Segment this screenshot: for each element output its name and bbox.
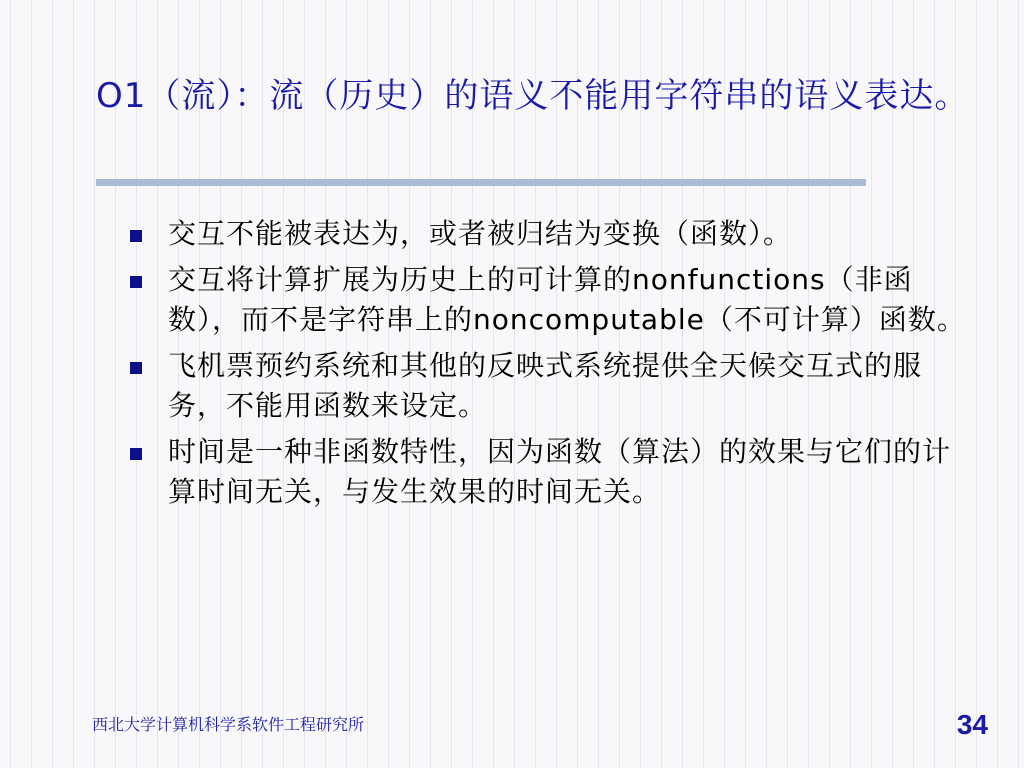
bullet-text: 交互将计算扩展为历史上的可计算的nonfunctions（非函数），而不是字符串上的noncomputable（不可计算）函数。 (168, 263, 966, 336)
footer-institution: 西北大学计算机科学系软件工程研究所 (92, 715, 365, 734)
bullet-item (128, 346, 968, 426)
bullet-list (128, 214, 968, 518)
bullet-item (128, 432, 968, 512)
slide-title: O1（流）：流（历史）的语义不能用字符串的语义表达。 (96, 76, 970, 116)
bullet-item (128, 214, 968, 254)
square-bullet-icon (130, 448, 142, 460)
bullet-item (128, 260, 968, 340)
square-bullet-icon (130, 276, 142, 288)
bullet-text: 时间是一种非函数特性，因为函数（算法）的效果与它们的计算时间无关，与发生效果的时间无关。 (168, 435, 952, 508)
title-divider (96, 179, 866, 186)
square-bullet-icon (130, 230, 142, 242)
page-number: 34 (956, 709, 988, 740)
square-bullet-icon (130, 362, 142, 374)
bullet-text: 交互不能被表达为，或者被归结为变换（函数）。 (168, 217, 793, 250)
bullet-text: 飞机票预约系统和其他的反映式系统提供全天候交互式的服务，不能用函数来设定。 (168, 349, 923, 422)
